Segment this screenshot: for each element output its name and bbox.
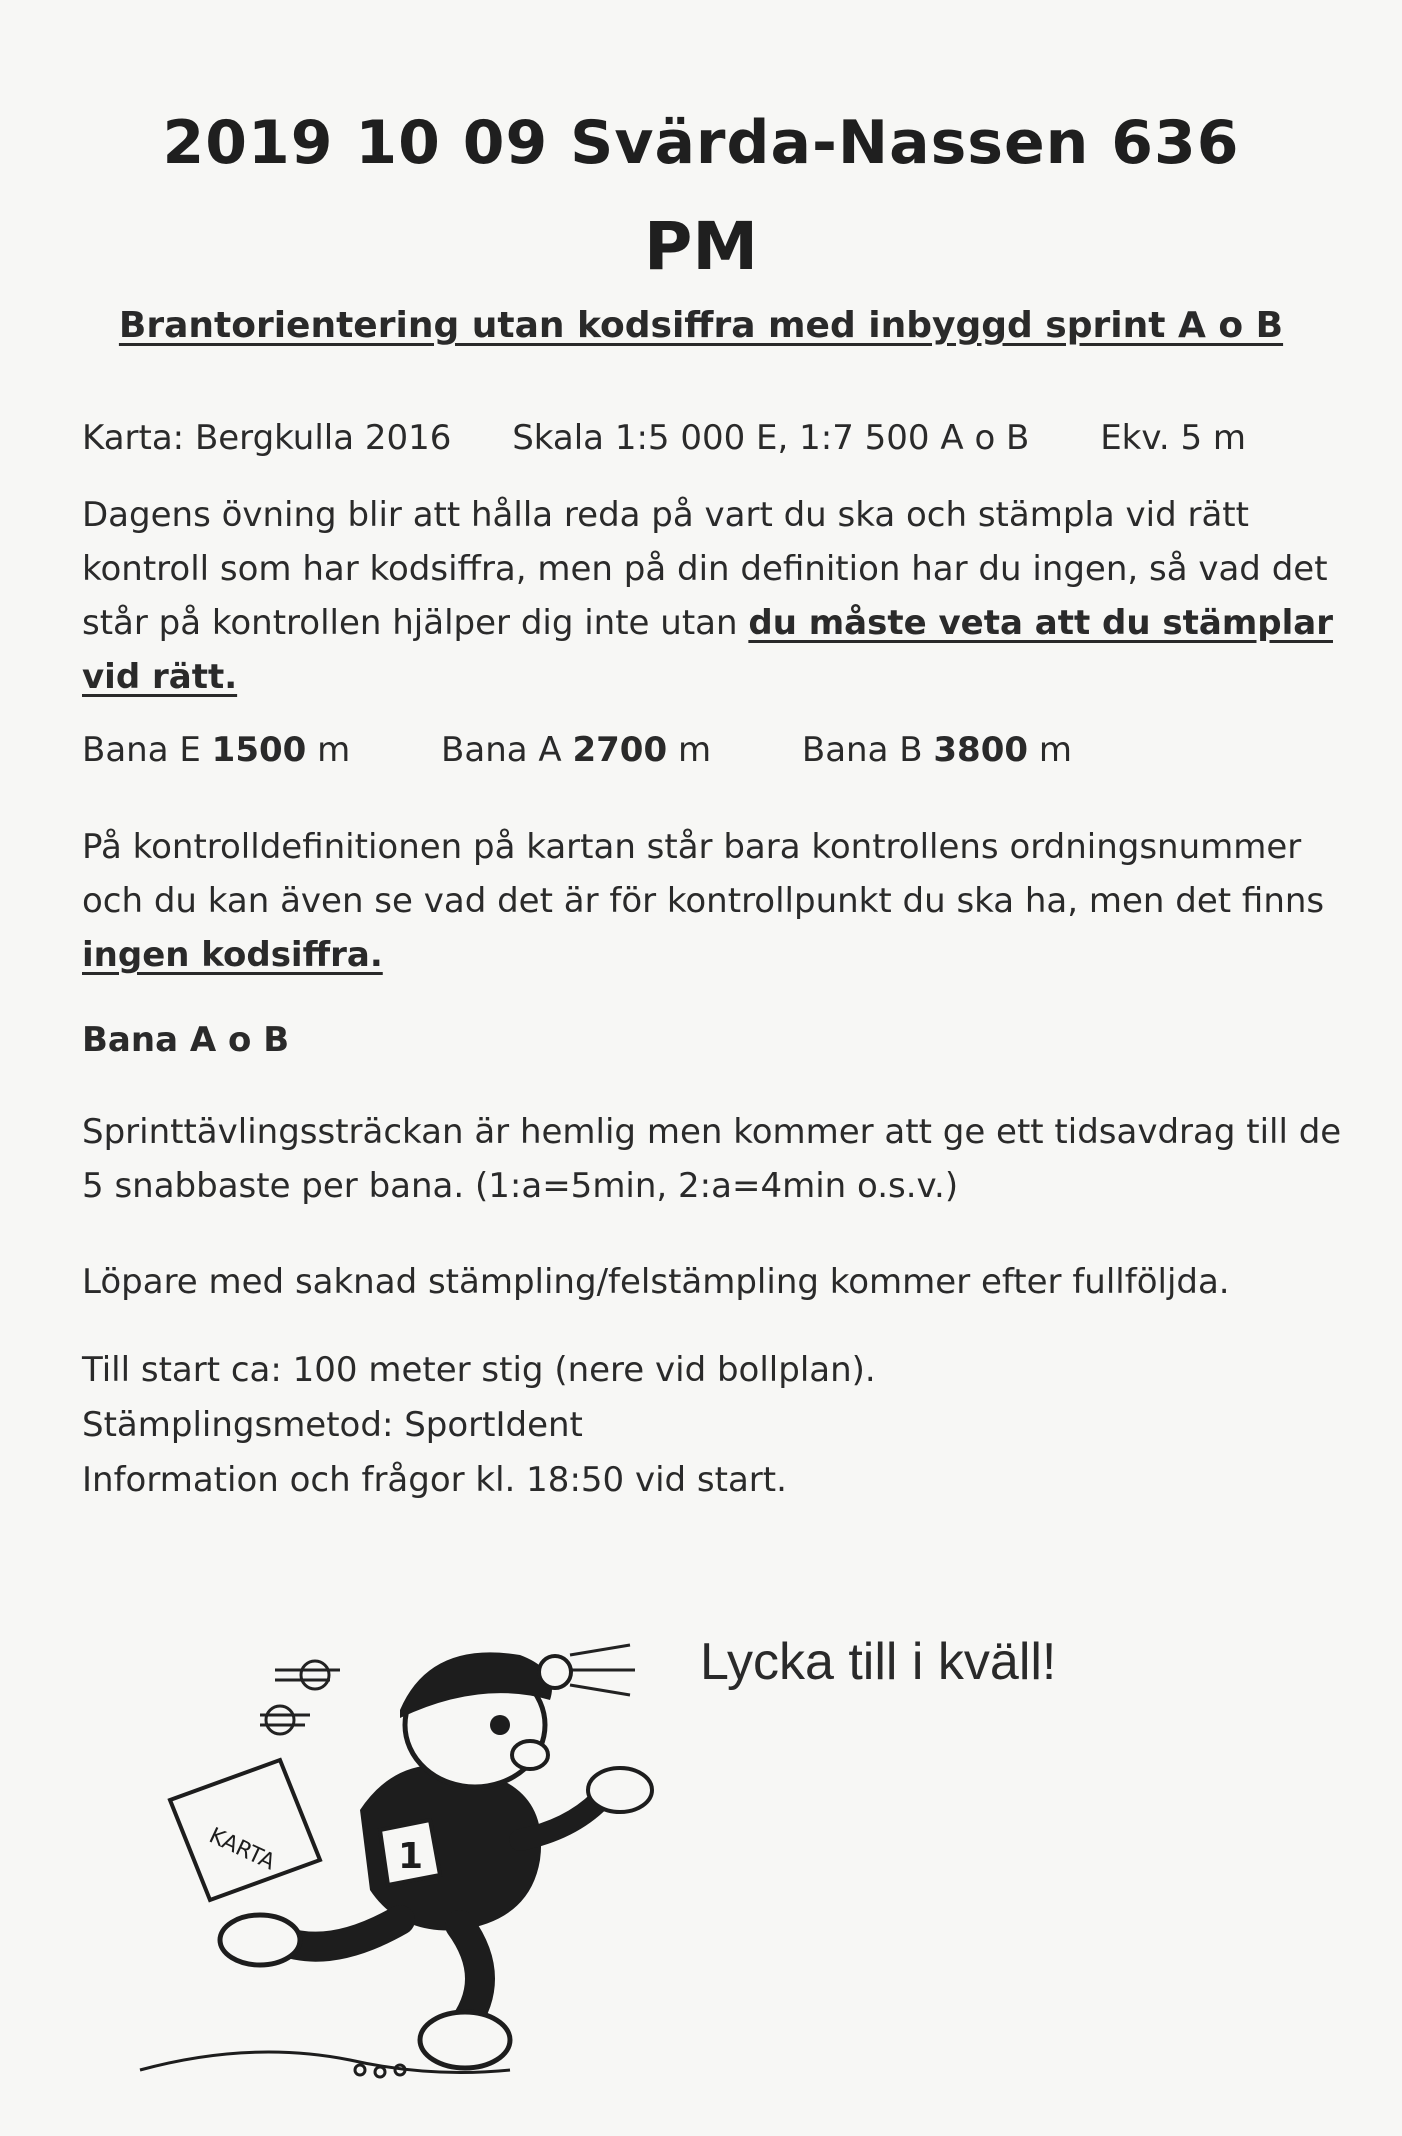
event-heading: Brantorientering utan kodsiffra med inbyggd sprint A o B: [118, 305, 1284, 346]
left-shoe: [220, 1915, 300, 1965]
start-info: Till start ca: 100 meter stig (nere vid bollplan).: [82, 1350, 876, 1390]
map-scale: Skala 1:5 000 E, 1:7 500 A o B: [512, 418, 1030, 458]
course-label: Bana E: [82, 730, 201, 770]
course-unit: m: [317, 730, 351, 770]
map-info-row: [82, 418, 1246, 458]
course-length: 2700: [572, 730, 668, 770]
course-unit: m: [677, 730, 712, 770]
questions-info: Information och frågor kl. 18:50 vid start.: [82, 1460, 787, 1500]
section-heading-ab: Bana A o B: [82, 1020, 290, 1060]
course-e: [82, 730, 361, 770]
course-b: [802, 730, 1072, 770]
sprint-paragraph: Sprinttävlingssträckan är hemlig men kommer att ge ett tidsavdrag till de 5 snabbaste per bana. (1:a=5min, 2:a=4min o.s.v.): [82, 1112, 1342, 1206]
course-a: [441, 730, 722, 770]
bib-number-badge: [380, 1820, 440, 1885]
definition-text: På kontrolldefinitionen på kartan står bara kontrollens ordningsnummer och du kan även se vad det är för kontrollpunkt du ska ha, men det finns: [82, 827, 1325, 921]
map-sheet: [170, 1760, 320, 1900]
bib-number: 1: [398, 1836, 424, 1877]
runners-note: Löpare med saknad stämpling/felstämpling kommer efter fullföljda.: [82, 1262, 1230, 1302]
course-label: Bana A: [441, 730, 562, 770]
map-label: KARTA: [205, 1823, 279, 1876]
course-unit: m: [1038, 730, 1072, 770]
course-length: 3800: [933, 730, 1029, 770]
right-shoe: [420, 2012, 510, 2068]
punching-method: Stämplingsmetod: SportIdent: [82, 1405, 583, 1445]
course-lengths-row: [82, 730, 1072, 770]
map-name: Karta: Bergkulla 2016: [82, 418, 452, 458]
map-contour: Ekv. 5 m: [1100, 418, 1247, 458]
intro-text: Dagens övning blir att hålla reda på vart du ska och stämpla vid rätt kontroll som har kodsiffra, men på din definition har du ingen, så vad det står på kontrollen hjälper dig inte utan: [82, 495, 1328, 643]
headlamp-icon: [539, 1656, 571, 1688]
course-length: 1500: [211, 730, 307, 770]
intro-emphasis: du måste veta att du stämplar vid rätt.: [82, 603, 1333, 697]
orienteer-runner-illustration: [130, 1600, 710, 2090]
page-subtitle: PM: [643, 208, 759, 285]
definition-emphasis: ingen kodsiffra.: [82, 935, 383, 975]
compass-icon: [588, 1768, 652, 1812]
definition-paragraph: [82, 820, 1342, 982]
page-title: 2019 10 09 Svärda-Nassen 636: [162, 108, 1240, 178]
intro-paragraph: [82, 488, 1342, 704]
course-label: Bana B: [801, 730, 923, 770]
good-luck-text: Lycka till i kväll!: [700, 1633, 1057, 1691]
